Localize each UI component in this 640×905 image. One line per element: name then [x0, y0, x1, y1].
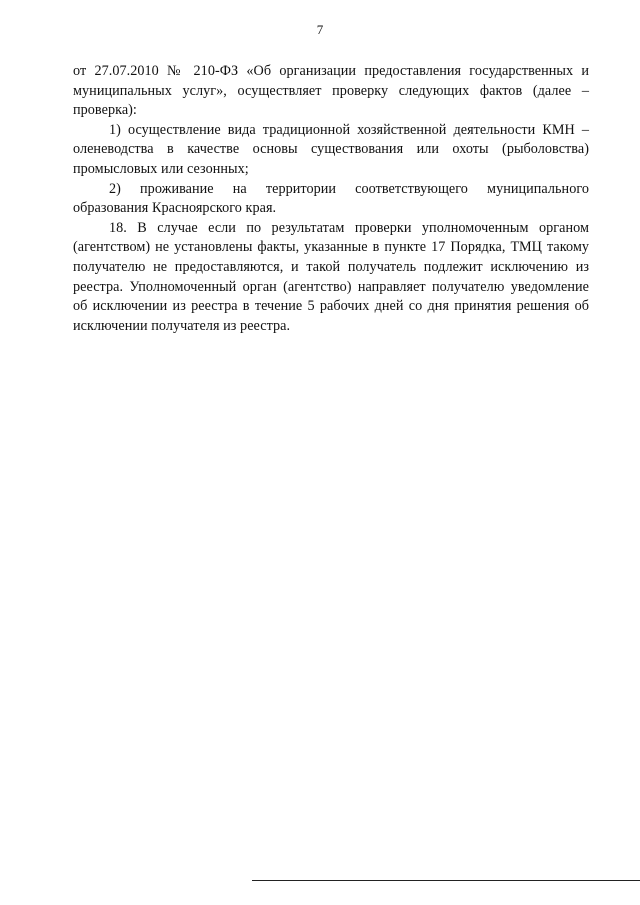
- page-number: 7: [316, 22, 324, 37]
- document-body: [73, 62, 589, 336]
- paragraph-verification-intro: от 27.07.2010 № 210-ФЗ «Об организации предоставления государственных и муниципальных услуг», осуществляет проверку следующих фактов (далее – проверка):: [73, 63, 589, 119]
- bottom-rule: [252, 880, 640, 881]
- paragraph-item-2: 2) проживание на территории соответствующего муниципального образования Красноярского края.: [73, 180, 589, 217]
- paragraph-clause-18: 18. В случае если по результатам проверки уполномоченным органом (агентством) не установлены факты, указанные в пункте 17 Порядка, ТМЦ такому получателю не предоставляются, и такой получатель подлежит исключению из реестра. Уполномоченный орган (агентство) направляет получателю уведомление об исключении из реестра в течение 5 рабочих дней со дня принятия решения об исключении получателя из реестра.: [73, 219, 589, 334]
- paragraph-item-1: 1) осуществление вида традиционной хозяйственной деятельности КМН – оленеводства в качестве основы существования или охоты (рыболовства) промысловых или сезонных;: [73, 121, 589, 177]
